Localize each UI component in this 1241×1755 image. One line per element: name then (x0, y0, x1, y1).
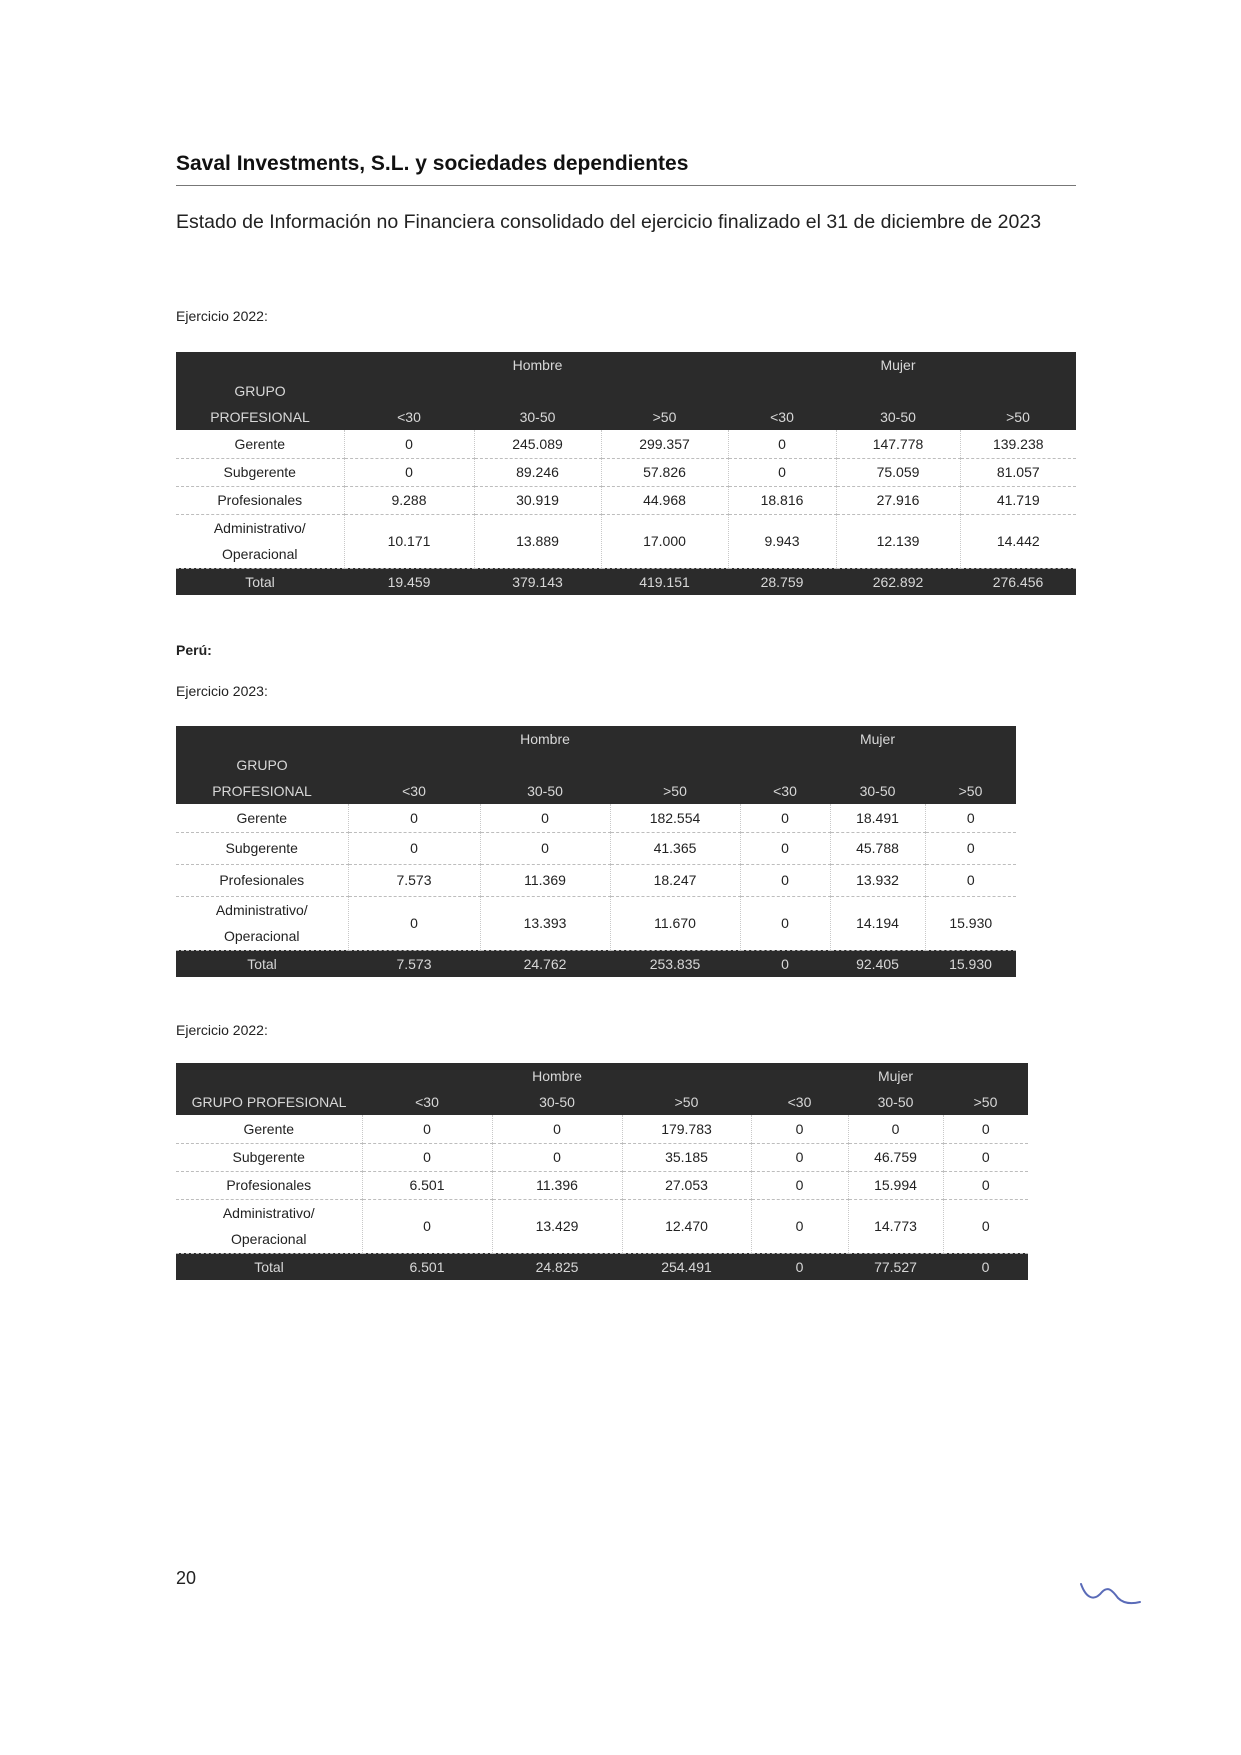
row-label: Subgerente (176, 458, 344, 486)
section-label-ejercicio-2023: Ejercicio 2023: (176, 683, 268, 699)
cell: 0 (728, 458, 836, 486)
group-header-line2: PROFESIONAL (176, 404, 344, 430)
cell: 0 (348, 804, 480, 832)
cell: 0 (492, 1115, 622, 1143)
cell: 18.491 (830, 804, 925, 832)
cell: 18.247 (610, 864, 740, 896)
cell: 0 (943, 1171, 1028, 1199)
section-label-ejercicio-2022-peru: Ejercicio 2022: (176, 1022, 268, 1038)
total-cell: 92.405 (830, 950, 925, 977)
group-header-line1: GRUPO (176, 752, 348, 778)
total-cell: 254.491 (622, 1253, 751, 1280)
cell: 0 (943, 1143, 1028, 1171)
total-label: Total (176, 1253, 362, 1280)
cell: 0 (925, 832, 1016, 864)
total-cell: 7.573 (348, 950, 480, 977)
table-row (176, 896, 1016, 950)
cell: 147.778 (836, 430, 960, 458)
total-label: Total (176, 568, 344, 595)
mujer-header: Mujer (836, 352, 960, 378)
total-cell: 24.825 (492, 1253, 622, 1280)
cell: 27.053 (622, 1171, 751, 1199)
col-header: 30-50 (848, 1089, 943, 1115)
cell: 0 (848, 1115, 943, 1143)
cell: 12.470 (622, 1199, 751, 1253)
cell: 0 (740, 896, 830, 950)
cell: 13.932 (830, 864, 925, 896)
cell: 18.816 (728, 486, 836, 514)
cell: 0 (362, 1143, 492, 1171)
row-label: Administrativo/ Operacional (176, 896, 348, 950)
total-cell: 253.835 (610, 950, 740, 977)
col-header: 30-50 (474, 404, 601, 430)
row-label: Profesionales (176, 1171, 362, 1199)
hombre-header: Hombre (480, 726, 610, 752)
cell: 0 (925, 804, 1016, 832)
cell: 0 (740, 804, 830, 832)
col-header: <30 (728, 404, 836, 430)
cell: 245.089 (474, 430, 601, 458)
col-header: <30 (344, 404, 474, 430)
total-cell: 6.501 (362, 1253, 492, 1280)
cell: 15.994 (848, 1171, 943, 1199)
table-row (176, 514, 1076, 568)
row-label: Administrativo/ Operacional (176, 1199, 362, 1253)
cell: 0 (348, 832, 480, 864)
table-peru-ejercicio-2022 (176, 1063, 1028, 1280)
cell: 0 (492, 1143, 622, 1171)
group-header-line1: GRUPO (176, 378, 344, 404)
cell: 13.429 (492, 1199, 622, 1253)
cell: 9.943 (728, 514, 836, 568)
cell: 0 (751, 1115, 848, 1143)
table-ejercicio-2022-global (176, 352, 1076, 595)
cell: 0 (344, 458, 474, 486)
cell: 0 (344, 430, 474, 458)
row-label: Gerente (176, 1115, 362, 1143)
total-cell: 0 (740, 950, 830, 977)
total-cell: 0 (943, 1253, 1028, 1280)
cell: 179.783 (622, 1115, 751, 1143)
cell: 46.759 (848, 1143, 943, 1171)
cell: 11.369 (480, 864, 610, 896)
cell: 0 (362, 1199, 492, 1253)
cell: 14.194 (830, 896, 925, 950)
table-row (176, 458, 1076, 486)
cell: 44.968 (601, 486, 728, 514)
section-label-ejercicio-2022: Ejercicio 2022: (176, 308, 268, 324)
cell: 14.442 (960, 514, 1076, 568)
cell: 57.826 (601, 458, 728, 486)
col-header: >50 (601, 404, 728, 430)
document-subtitle: Estado de Información no Financiera consolidado del ejercicio finalizado el 31 de diciembre de 2023 (176, 211, 1042, 233)
cell: 0 (740, 832, 830, 864)
row-label: Gerente (176, 430, 344, 458)
total-cell: 28.759 (728, 568, 836, 595)
total-row (176, 950, 1016, 977)
cell: 299.357 (601, 430, 728, 458)
col-header: <30 (751, 1089, 848, 1115)
total-cell: 0 (751, 1253, 848, 1280)
table-row (176, 486, 1076, 514)
cell: 35.185 (622, 1143, 751, 1171)
cell: 0 (362, 1115, 492, 1143)
total-cell: 379.143 (474, 568, 601, 595)
group-header-label: GRUPO PROFESIONAL (176, 1089, 362, 1115)
hombre-header: Hombre (492, 1063, 622, 1089)
signature-mark-icon (1078, 1578, 1142, 1610)
cell: 182.554 (610, 804, 740, 832)
total-row (176, 568, 1076, 595)
table-row (176, 1115, 1028, 1143)
cell: 11.396 (492, 1171, 622, 1199)
cell: 30.919 (474, 486, 601, 514)
cell: 0 (943, 1199, 1028, 1253)
cell: 0 (751, 1143, 848, 1171)
col-header: <30 (740, 778, 830, 804)
table-row (176, 864, 1016, 896)
row-label: Profesionales (176, 864, 348, 896)
group-header-cell (176, 352, 344, 378)
cell: 0 (728, 430, 836, 458)
group-header-cell (176, 1063, 362, 1089)
row-label: Subgerente (176, 832, 348, 864)
table-row (176, 430, 1076, 458)
header-divider (176, 185, 1076, 186)
total-cell: 262.892 (836, 568, 960, 595)
cell: 13.393 (480, 896, 610, 950)
table-row (176, 1171, 1028, 1199)
table-row (176, 1199, 1028, 1253)
group-header-line2: PROFESIONAL (176, 778, 348, 804)
total-cell: 77.527 (848, 1253, 943, 1280)
total-label: Total (176, 950, 348, 977)
cell: 139.238 (960, 430, 1076, 458)
cell: 41.365 (610, 832, 740, 864)
header-spacer (344, 352, 474, 378)
col-header: >50 (622, 1089, 751, 1115)
cell: 11.670 (610, 896, 740, 950)
col-header: 30-50 (830, 778, 925, 804)
cell: 0 (480, 832, 610, 864)
cell: 0 (943, 1115, 1028, 1143)
row-label: Profesionales (176, 486, 344, 514)
hombre-header: Hombre (474, 352, 601, 378)
cell: 9.288 (344, 486, 474, 514)
cell: 14.773 (848, 1199, 943, 1253)
mujer-header: Mujer (848, 1063, 943, 1089)
cell: 13.889 (474, 514, 601, 568)
col-header: >50 (925, 778, 1016, 804)
table-row (176, 804, 1016, 832)
total-cell: 19.459 (344, 568, 474, 595)
page-number: 20 (176, 1568, 197, 1588)
col-header: 30-50 (836, 404, 960, 430)
row-label: Subgerente (176, 1143, 362, 1171)
col-header: >50 (943, 1089, 1028, 1115)
cell: 10.171 (344, 514, 474, 568)
row-label: Administrativo/ Operacional (176, 514, 344, 568)
cell: 0 (480, 804, 610, 832)
cell: 81.057 (960, 458, 1076, 486)
cell: 6.501 (362, 1171, 492, 1199)
cell: 45.788 (830, 832, 925, 864)
company-title: Saval Investments, S.L. y sociedades dependientes (176, 152, 689, 175)
col-header: 30-50 (492, 1089, 622, 1115)
cell: 75.059 (836, 458, 960, 486)
cell: 41.719 (960, 486, 1076, 514)
table-peru-ejercicio-2023 (176, 726, 1016, 977)
col-header: 30-50 (480, 778, 610, 804)
cell: 12.139 (836, 514, 960, 568)
group-header-cell (176, 726, 348, 752)
cell: 0 (751, 1199, 848, 1253)
table-row (176, 1143, 1028, 1171)
table-row (176, 832, 1016, 864)
col-header: <30 (362, 1089, 492, 1115)
total-row (176, 1253, 1028, 1280)
cell: 17.000 (601, 514, 728, 568)
col-header: <30 (348, 778, 480, 804)
cell: 0 (740, 864, 830, 896)
total-cell: 24.762 (480, 950, 610, 977)
cell: 0 (925, 864, 1016, 896)
total-cell: 276.456 (960, 568, 1076, 595)
total-cell: 419.151 (601, 568, 728, 595)
col-header: >50 (610, 778, 740, 804)
total-cell: 15.930 (925, 950, 1016, 977)
section-label-peru: Perú: (176, 642, 212, 658)
cell: 0 (751, 1171, 848, 1199)
cell: 89.246 (474, 458, 601, 486)
mujer-header: Mujer (830, 726, 925, 752)
cell: 7.573 (348, 864, 480, 896)
cell: 27.916 (836, 486, 960, 514)
cell: 15.930 (925, 896, 1016, 950)
cell: 0 (348, 896, 480, 950)
row-label: Gerente (176, 804, 348, 832)
col-header: >50 (960, 404, 1076, 430)
